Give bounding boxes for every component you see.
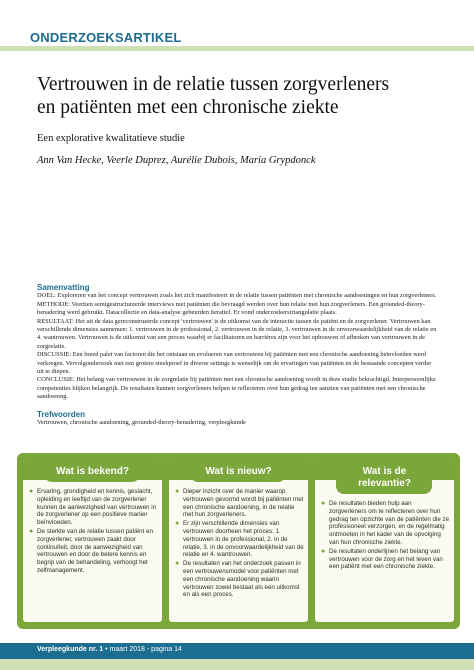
box-list	[29, 488, 158, 576]
bullet-icon: ●	[29, 488, 34, 495]
list-item: ● De resultaten onderlijnen het belang van vertrouwen voor de zorg en het leven van een patiënt met een chronische ziekte.	[321, 547, 443, 571]
abstract-heading: Samenvatting	[37, 283, 90, 292]
footer-separator: •	[105, 646, 108, 653]
abstract-paragraph: DISCUSSIE: Een breed palet van factoren die het ontstaan en evolueren van vertrouwen bij patiënten met een chronische aandoening beïnvloeden werd verkregen. Vervolgonderzoek met een grotere steekproef in diverse settings is wenselijk om de ervaringen van patiënten en de bestaande concepten verder uit te diepen.	[37, 351, 432, 376]
issue-date: maart 2018	[109, 646, 145, 653]
keywords-text: Vertrouwen, chronische aandoening, grounded-theory-benadering, verpleegkunde	[37, 419, 246, 427]
bullet-icon: ●	[321, 500, 326, 507]
footer-separator: -	[146, 646, 150, 653]
bullet-icon: ●	[175, 560, 180, 568]
section-label: ONDERZOEKSARTIKEL	[30, 30, 182, 45]
keywords-heading: Trefwoorden	[37, 410, 86, 419]
article-title-line-2: en patiënten met een chronische ziekte	[37, 97, 339, 118]
bullet-icon: ●	[175, 520, 180, 528]
list-item: ● Ervaring, grondigheid en kennis, geslacht, opleiding en leeftijd van de zorgverlener kunnen de aanwezigheid van vertrouwen in de zorgverlener op een positieve manier beïnvloeden.	[29, 488, 157, 527]
list-item: ● Er zijn verschillende dimensies van vertrouwen doorheen het proces: 1. vertrouwen in de professional, 2. in de relatie, 3. in de onvoorwaardelijkheid van de relatie en 4. wantrouwen.	[175, 520, 304, 559]
keywords	[37, 411, 437, 428]
journal-name: Verpleegkunde nr. 1	[37, 646, 104, 653]
box-title: Wat is de relevantie?	[358, 466, 411, 489]
abstract-paragraph: CONCLUSIE: Het belang van vertrouwen in de zorgrelatie bij patiënten met een chronische aandoening wordt in deze studie bekrachtigd. Interpersoonlijke competenties blijken belangrijk. De resultaten kunnen zorgverleners helpen te reflecteren over hun gedrag ten aanzien van patiënten met een chronische aandoening.	[37, 376, 436, 401]
header-rule	[0, 46, 474, 51]
summary-boxes	[17, 453, 460, 629]
list-item: ● De resultaten bieden hulp aan zorgverleners om te reflecteren over hun gedrag ten opzichte van de patiënten die ze professioneel verzorgen, en de regelmatig ontmoeten in het kader van de opvolging van hun chronische ziekte.	[321, 500, 450, 546]
article-title	[37, 73, 457, 119]
article-subtitle: Een explorative kwalitatieve studie	[37, 133, 185, 144]
abstract-paragraph: DOEL: Exploreren van het concept vertrouwen zoals het zich manifesteert in de relatie tussen patiënten met chronische aandoeningen en hun zorgverleners.	[37, 292, 437, 300]
box-wat-is-de-relevantie	[315, 460, 454, 622]
box-wat-is-bekend	[23, 460, 162, 622]
box-wat-is-nieuw	[169, 460, 308, 622]
box-title: Wat is nieuw?	[205, 466, 272, 477]
footer-text	[37, 646, 182, 653]
abstract-paragraph: METHODE: Veertien semigestructureerde interviews met patiënten die bevraagd werden over hun relatie met hun zorgverleners. Een grounded-theory-benadering werd gebruikt. Datacollectie en data-analyse gebeurden iteratief. Er vond onderzoekerstriangulatie plaats.	[37, 300, 425, 317]
list-item: ● De sterkte van de relatie tussen patiënt en zorgverlener, vertrouwen zaakt door continuïteit, door de aanwezigheid van vertrouwen en door de betere kennis en begrip van de behandeling, verhoogt het zelfmanagement.	[29, 527, 153, 574]
abstract	[37, 284, 437, 402]
footer-cap	[0, 659, 474, 670]
article-authors: Ann Van Hecke, Veerle Duprez, Aurélie Dubois, Maria Grypdonck	[37, 155, 316, 166]
bullet-icon: ●	[321, 547, 326, 555]
box-list	[175, 488, 304, 600]
box-list	[321, 500, 450, 572]
box-title: Wat is bekend?	[56, 466, 129, 477]
page-number: pagina 14	[151, 646, 182, 653]
bullet-icon: ●	[175, 488, 180, 495]
abstract-paragraph: RESULTAAT: Het uit de data gereconstrueerde concept 'vertrouwen' is de uitkomst van de interactie tussen de patiënt en de zorgverlener. Vertrouwen kan verschillende dimensies aannemen: 1. vertrouwen in de professional, 2. vertrouwen in de relatie, 3. vertrouwen in de onvoorwaardelijkheid van de relatie en 4. wantrouwen. Vertrouwen is de uitkomst van een proces waarbij er facilitatoren en barrières zijn voor het opbouwen of afbreken van vertrouwen in de zorgrelatie.	[37, 317, 437, 350]
article-title-line-1: Vertrouwen in de relatie tussen zorgverleners	[37, 74, 390, 95]
list-item: ● De resultaten van het onderzoek passen in een vertrouwensmodel voor patiënten met een chronische aandoening waarin vertrouwen zowel bestaat als een uitkomst en als een proces.	[175, 560, 301, 599]
bullet-icon: ●	[29, 527, 34, 535]
list-item: ● Dieper inzicht over de manier waarop vertrouwen gevormd wordt bij patiënten met een chronische aandoening, in de relatie met hun zorgverleners.	[175, 488, 304, 519]
